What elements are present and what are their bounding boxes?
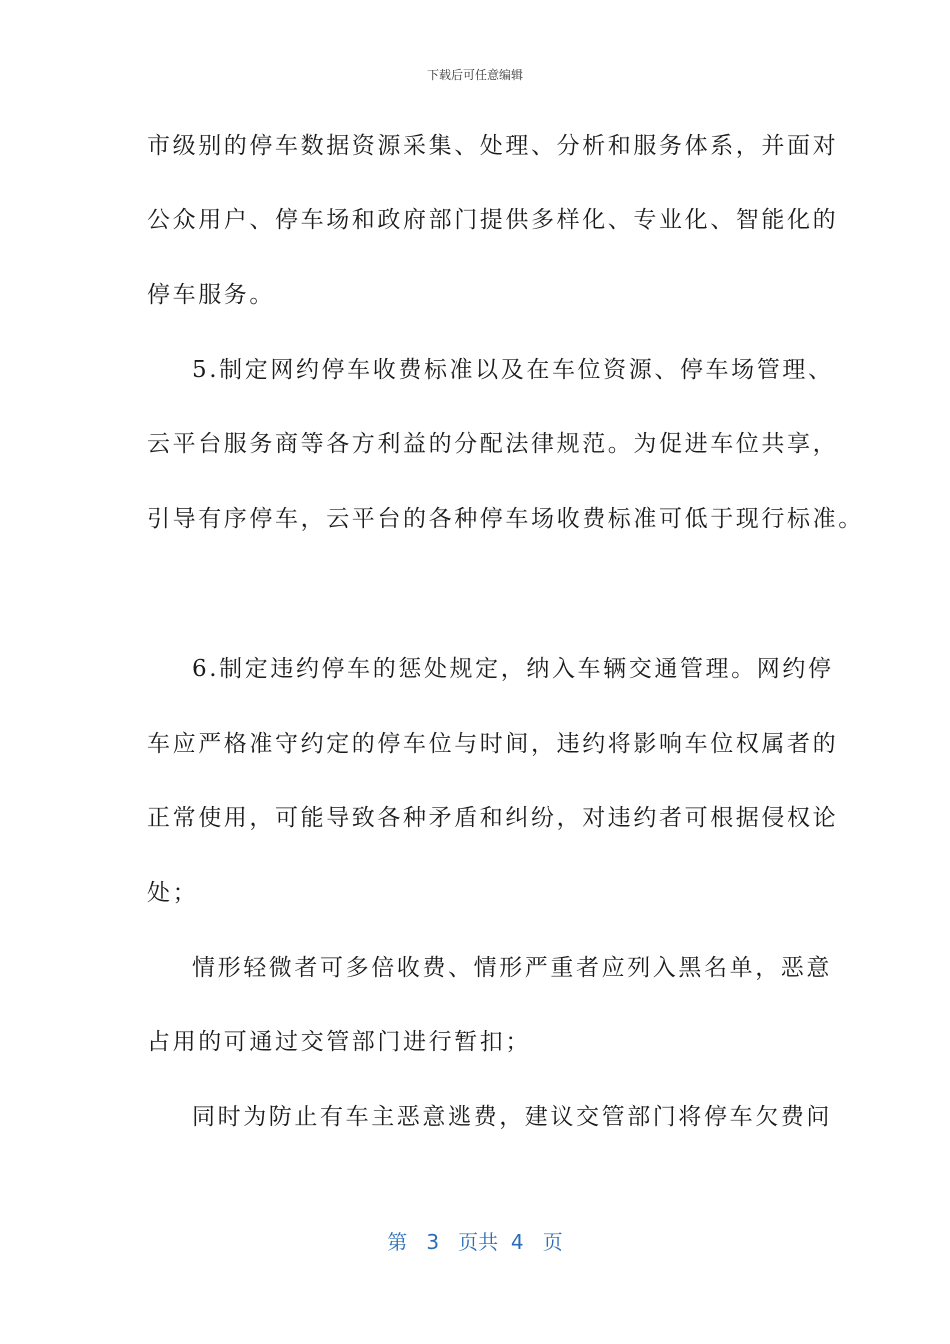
body-line-5: 云平台服务商等各方利益的分配法律规范。为促进车位共享， bbox=[147, 431, 839, 457]
body-line-11: 情形轻微者可多倍收费、情形严重者应列入黑名单，恶意 bbox=[192, 955, 832, 981]
body-line-8: 车应严格准守约定的停车位与时间，违约将影响车位权属者的 bbox=[147, 731, 839, 757]
body-line-1: 市级别的停车数据资源采集、处理、分析和服务体系，并面对 bbox=[147, 133, 839, 159]
page-prefix: 第 bbox=[387, 1230, 408, 1254]
body-line-10: 处； bbox=[147, 880, 199, 906]
page-suffix: 页 bbox=[542, 1230, 563, 1254]
body-line-3: 停车服务。 bbox=[147, 282, 275, 308]
body-line-2: 公众用户、停车场和政府部门提供多样化、专业化、智能化的 bbox=[147, 207, 839, 233]
current-page-number: 3 bbox=[426, 1230, 440, 1254]
total-pages-number: 4 bbox=[510, 1230, 524, 1254]
body-line-4: 5.制定网约停车收费标准以及在车位资源、停车场管理、 bbox=[192, 357, 834, 383]
body-line-12: 占用的可通过交管部门进行暂扣； bbox=[147, 1029, 531, 1055]
body-line-7: 6.制定违约停车的惩处规定，纳入车辆交通管理。网约停 bbox=[192, 656, 834, 682]
page-middle: 页共 bbox=[458, 1230, 499, 1254]
page-header: 下载后可任意编辑 bbox=[426, 68, 523, 82]
page-footer bbox=[0, 1226, 950, 1255]
body-line-9: 正常使用，可能导致各种矛盾和纠纷，对违约者可根据侵权论 bbox=[147, 805, 839, 831]
body-line-6: 引导有序停车，云平台的各种停车场收费标准可低于现行标准。 bbox=[147, 506, 864, 532]
body-line-13: 同时为防止有车主恶意逃费，建议交管部门将停车欠费问 bbox=[192, 1104, 832, 1130]
